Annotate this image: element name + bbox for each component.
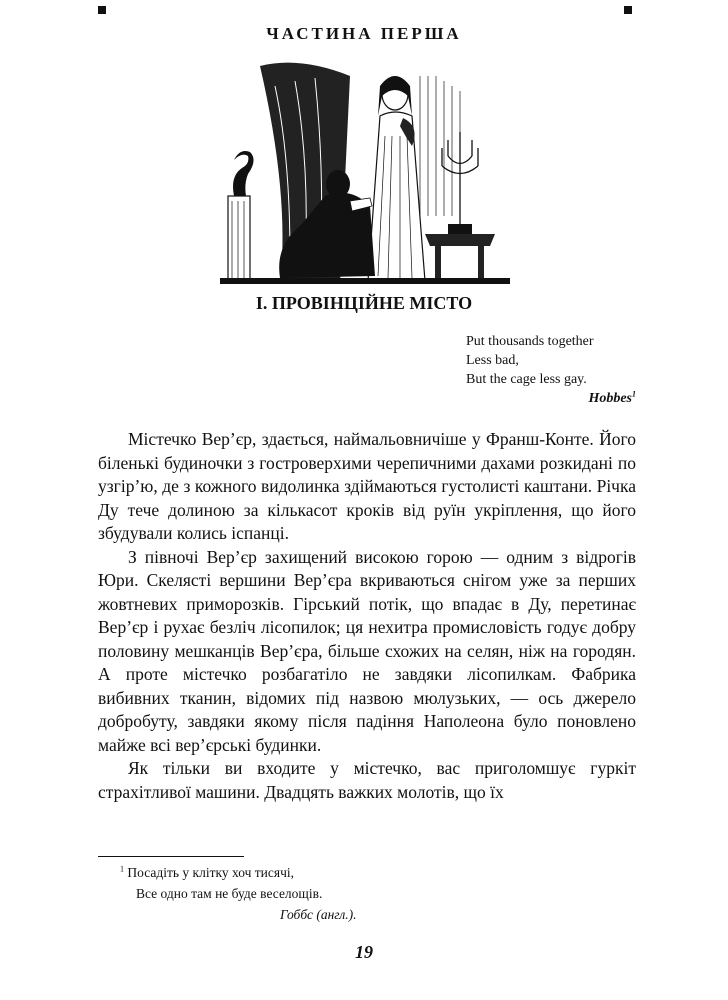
chapter-title: І. ПРОВІНЦІЙНЕ МІСТО — [255, 293, 473, 313]
epigraph — [466, 332, 636, 408]
paragraph-1: Містечко Вер’єр, здається, наймальовничіше у Франш-Конте. Його біленькі будиночки з гостроверхими черепичними дахами розкидані по узгір’ю, де з кожного видолинка здіймаються густолисті каштани. Річка Ду тече долиною за кількасот кроків від руїн укріплення, що його збудували колись іспанці. — [98, 429, 636, 543]
part-title: ЧАСТИНА ПЕРША — [266, 24, 462, 43]
footnote-line-2: Все одно там не буде веселощів. — [136, 886, 323, 901]
footnote-marker: 1 — [120, 864, 124, 874]
epigraph-author-name: Hobbes — [588, 391, 632, 406]
epigraph-line-1: Put thousands together — [466, 334, 594, 349]
page-number: 19 — [355, 942, 373, 962]
engraving-illustration — [220, 56, 510, 284]
footnote — [120, 862, 420, 925]
epigraph-footnote-marker: 1 — [632, 389, 636, 399]
footnote-source: Гоббс (англ.). — [280, 907, 357, 922]
epigraph-author — [466, 389, 636, 408]
chapter-body — [98, 428, 636, 804]
paragraph-3: Як тільки ви входите у містечко, вас приголомшує гуркіт страхітливої машини. Двадцять важких молотів, що їх — [98, 758, 636, 802]
footnote-line-1-text: Посадіть у клітку хоч тисячі, — [127, 865, 295, 880]
footnote-divider — [98, 856, 244, 857]
epigraph-line-2: Less bad, — [466, 353, 519, 368]
epigraph-line-3: But the cage less gay. — [466, 372, 587, 387]
corner-mark-right — [624, 6, 632, 14]
corner-mark-left — [98, 6, 106, 14]
paragraph-2: З півночі Вер’єр захищений високою горою — одним з відрогів Юри. Скелясті вершини Вер’єра вкриваються снігом уже за перших жовтневих приморозків. Гірський потік, що впадає в Ду, перетинає Вер’єр і рухає безліч лісопилок; ця нехитра промисловість годує добру половину мешканців Вер’єра, більше схожих на селян, ніж на городян. А проте містечко розбагатіло не завдяки лісопилкам. Фабрика вибивних тканин, відомих під назвою мюлузьких, — ось джерело добробуту, завдяки якому після падіння Наполеона було поновлено майже всі вер’єрські будинки. — [98, 546, 636, 755]
footnote-line-1 — [120, 862, 420, 883]
